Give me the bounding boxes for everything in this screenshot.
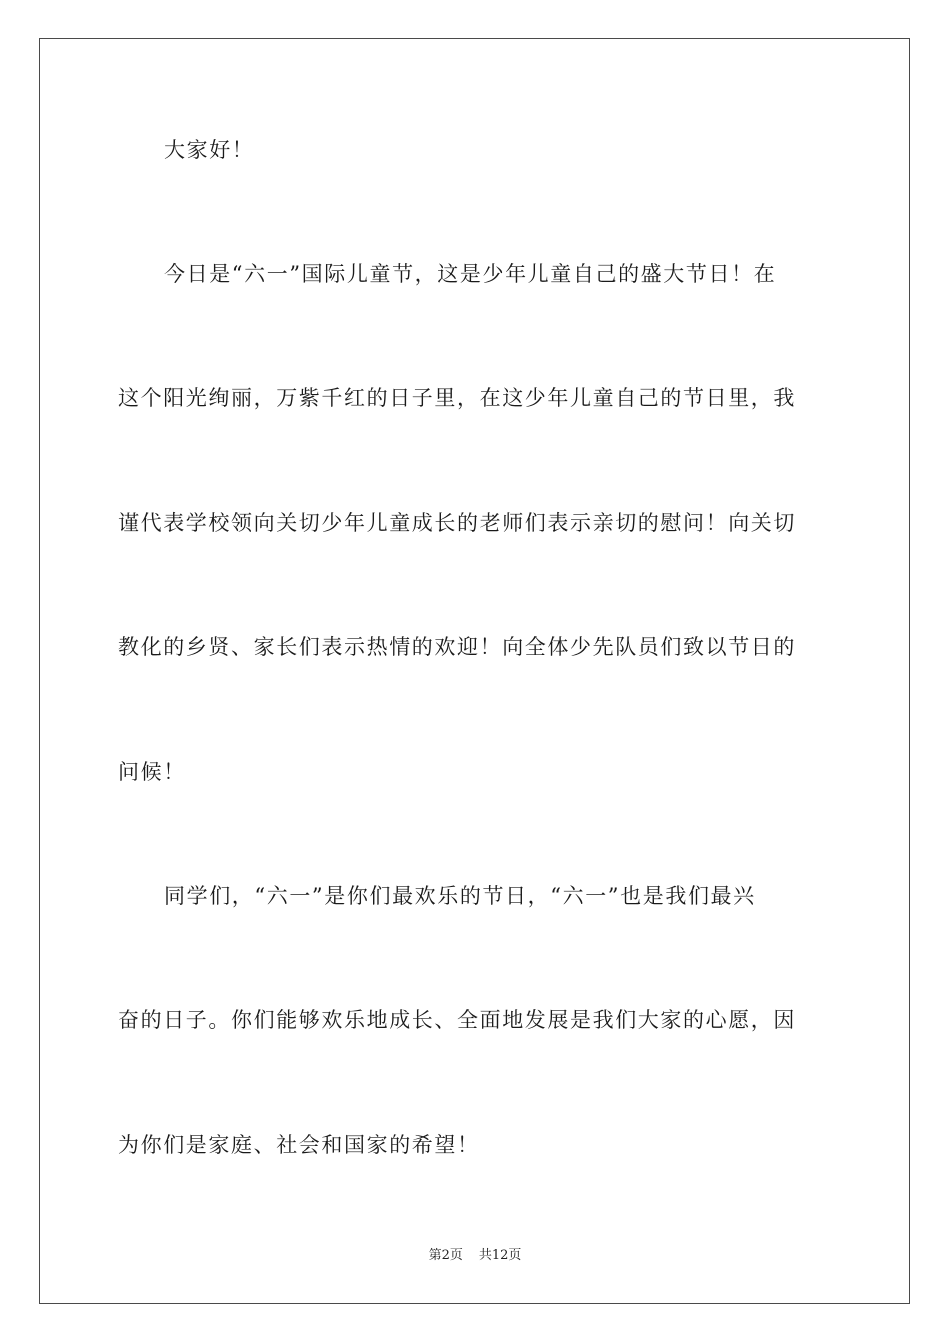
paragraph-1-line-4: 教化的乡贤、家长们表示热情的欢迎！向全体少先队员们致以节日的 [118,635,796,659]
page-total: 共12页 [478,1248,522,1263]
page-number: 第2页 [428,1248,463,1263]
paragraph-2-line-3: 为你们是家庭、社会和国家的希望！ [118,1133,480,1157]
paragraph-2-line-1: 同学们，“六一”是你们最欢乐的节日，“六一”也是我们最兴 [164,884,756,908]
page-footer [0,1247,950,1265]
paragraph-1-line-2: 这个阳光绚丽，万紫千红的日子里，在这少年儿童自己的节日里，我 [118,386,796,410]
paragraph-1-line-1: 今日是“六一”国际儿童节，这是少年儿童自己的盛大节日！在 [164,262,777,286]
paragraph-2-line-2: 奋的日子。你们能够欢乐地成长、全面地发展是我们大家的心愿，因 [118,1008,796,1032]
page-frame [39,38,910,1304]
greeting-line: 大家好！ [164,138,255,162]
paragraph-1-line-3: 谨代表学校领向关切少年儿童成长的老师们表示亲切的慰问！向关切 [118,511,796,535]
paragraph-1-line-5: 问候！ [118,760,186,784]
